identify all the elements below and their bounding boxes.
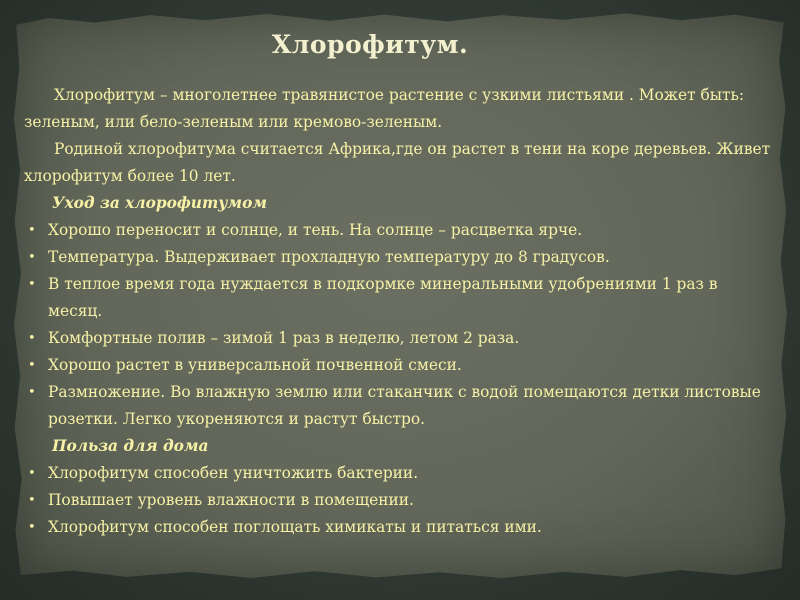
list-item: • Размножение. Во влажную землю или стаканчик с водой помещаются детки листовые розетки. Легко укореняются и растут быстро. [24,379,774,433]
bullet-icon: • [28,223,36,238]
intro-paragraph: Хлорофитум – многолетнее травянистое растение с узкими листьями . Может быть: зеленым, или бело-зеленым или кремово-зеленым. [24,86,745,131]
bullet-icon: • [28,358,36,373]
care-list [24,217,774,433]
benefit-list [24,460,774,541]
bullet-icon: • [28,493,36,508]
origin-paragraph: Родиной хлорофитума считается Африка,где он растет в тени на коре деревьев. Живет хлорофитум более 10 лет. [24,140,771,185]
list-item: • Хорошо переносит и солнце, и тень. На солнце – расцветка ярче. [24,217,774,244]
bullet-icon: • [28,277,36,292]
list-item: • Температура. Выдерживает прохладную температуру до 8 градусов. [24,244,774,271]
list-item: • Хлорофитум способен поглощать химикаты и питаться ими. [24,514,774,541]
slide-title: Хлорофитум. [271,30,469,59]
bullet-icon: • [28,250,36,265]
list-item: • Хлорофитум способен уничтожить бактерии. [24,460,774,487]
list-item: • В теплое время года нуждается в подкормке минеральными удобрениями 1 раз в месяц. [24,271,774,325]
bullet-icon: • [28,331,36,346]
bullet-icon: • [28,385,36,400]
list-item: • Хорошо растет в универсальной почвенной смеси. [24,352,774,379]
bullet-icon: • [28,466,36,481]
benefit-heading: Польза для дома [52,437,209,455]
bullet-icon: • [28,520,36,535]
slide-content [24,82,774,541]
list-item: • Повышает уровень влажности в помещении. [24,487,774,514]
care-heading: Уход за хлорофитумом [52,194,267,212]
list-item: • Комфортные полив – зимой 1 раз в неделю, летом 2 раза. [24,325,774,352]
